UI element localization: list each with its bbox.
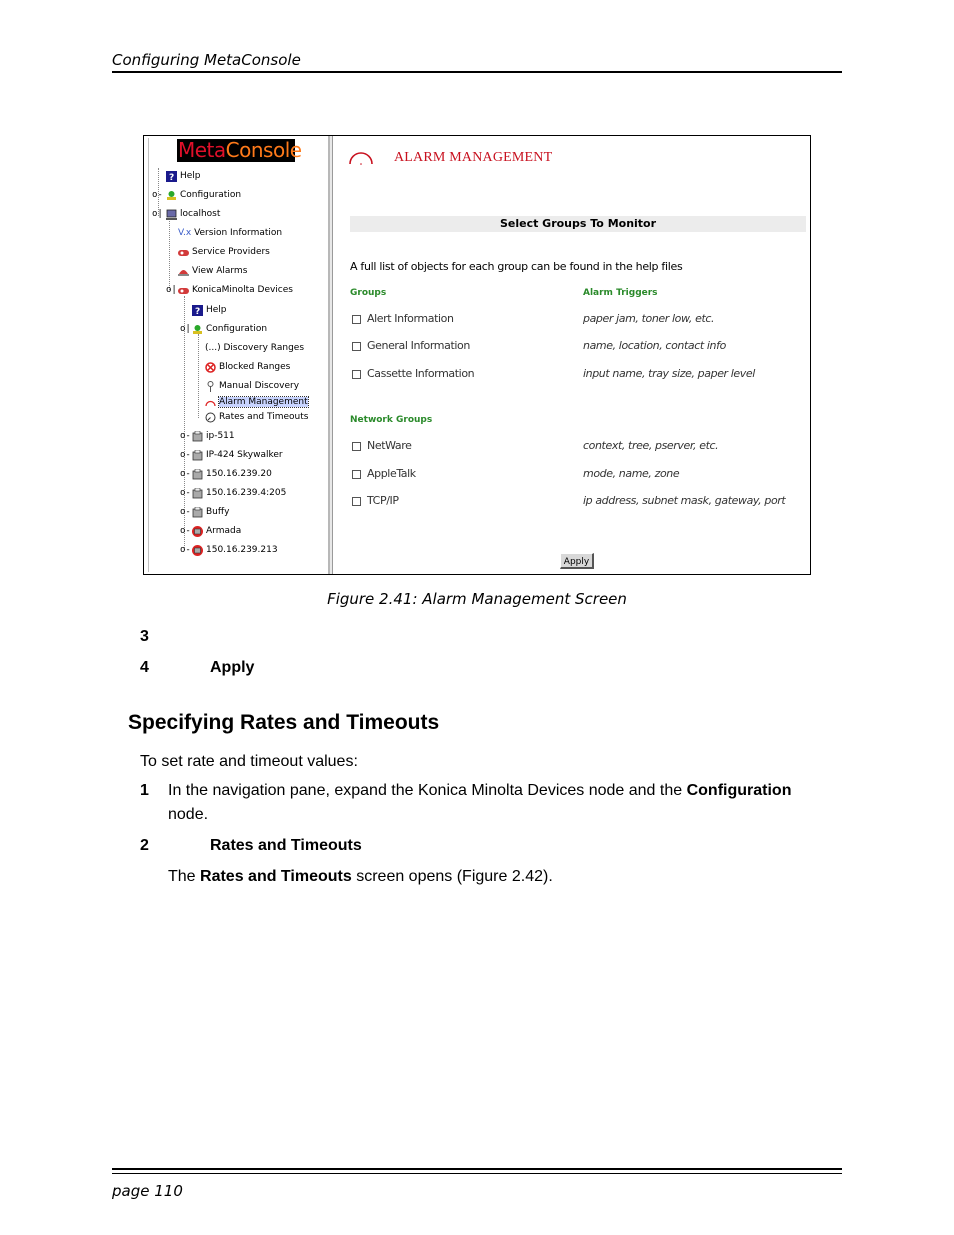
step-number: 2 [140,837,149,854]
trigger-text: name, location, contact info [583,339,726,352]
nav-item-rates-and-timeouts[interactable]: Rates and Timeouts [205,411,308,424]
step-1-text: In the navigation pane, expand the Konica Minolta Devices node and the Configuration node. [168,782,792,823]
nav-item-armada[interactable]: Armada [192,525,241,538]
nav-item-buffy[interactable]: Buffy [192,506,229,519]
page-number: page 110 [112,1182,183,1200]
alarm-icon [178,266,189,277]
alarm-management-title-icon [348,150,374,166]
select-groups-bar: Select Groups To Monitor [350,216,806,232]
group-checkbox-netware[interactable]: NetWare [352,439,411,452]
nav-item-service-providers[interactable]: Service Providers [178,246,270,259]
footer-rule [112,1168,842,1170]
result-text: The Rates and Timeouts screen opens (Figure 2.42). [168,868,553,885]
nav-item-ip-511[interactable]: ip-511 [192,430,235,443]
header-rule [112,71,842,73]
range-icon: (...) [205,343,221,353]
expander-icon[interactable]: o- [152,190,163,200]
nav-item-devices-help[interactable]: ? Help [192,304,227,317]
nav-item-version-information[interactable]: V.x Version Information [178,228,283,238]
nav-item-localhost[interactable]: localhost [166,208,220,221]
group-checkbox-appletalk[interactable]: AppleTalk [352,467,416,480]
footer-rule [112,1173,842,1174]
blocked-icon [205,362,216,373]
printer-alert-icon [192,526,203,537]
logo-part-console: Console [225,138,302,162]
tree-line [169,218,170,290]
service-icon [178,247,189,258]
configuration-icon [192,324,203,335]
expander-icon[interactable]: o- [180,526,191,536]
nav-item-150-16-239-20[interactable]: 150.16.239.20 [192,468,272,481]
help-icon [192,305,203,316]
group-checkbox-cassette-information[interactable]: Cassette Information [352,367,474,380]
alarm-management-screenshot [143,135,811,575]
trigger-text: paper jam, toner low, etc. [583,312,715,325]
expander-icon[interactable]: o- [180,545,191,555]
groups-header: Groups [350,288,387,298]
navigation-pane [144,136,330,574]
group-checkbox-tcpip[interactable]: TCP/IP [352,494,399,507]
version-icon: V.x [178,228,192,238]
expander-icon[interactable]: o- [180,507,191,517]
group-checkbox-general-information[interactable]: General Information [352,339,470,352]
network-groups-header: Network Groups [350,415,433,425]
checkbox-icon[interactable] [352,497,361,506]
running-header: Configuring MetaConsole [112,51,301,69]
printer-icon [192,469,203,480]
checkbox-icon[interactable] [352,342,361,351]
intro-text: To set rate and timeout values: [140,753,358,770]
group-checkbox-alert-information[interactable]: Alert Information [352,312,454,325]
printer-icon [192,431,203,442]
step-bold-rates: Rates and Timeouts [210,837,362,854]
checkbox-icon[interactable] [352,470,361,479]
nav-item-view-alarms[interactable]: View Alarms [178,265,247,278]
computer-icon [166,209,177,220]
pane-splitter[interactable] [330,136,333,574]
step-bold-apply: Apply [210,659,255,676]
trigger-text: ip address, subnet mask, gateway, port [583,494,786,507]
devices-icon [178,285,189,296]
nav-item-konicaminolta-devices[interactable]: KonicaMinolta Devices [178,284,293,297]
nav-item-help[interactable]: ? Help [166,170,201,183]
alarm-management-panel [334,136,810,574]
printer-alert-icon [192,545,203,556]
nav-item-alarm-management[interactable]: Alarm Management [205,396,308,409]
nav-item-ip-424-skywalker[interactable]: IP-424 Skywalker [192,449,283,462]
expander-icon[interactable]: o- [180,488,191,498]
trigger-text: mode, name, zone [583,467,680,480]
checkbox-icon[interactable] [352,315,361,324]
logo-part-meta: Meta [178,138,226,162]
figure-caption: Figure 2.41: Alarm Management Screen [327,590,627,608]
help-note: A full list of objects for each group can be found in the help files [350,260,683,273]
step-number: 4 [140,659,149,676]
nav-item-discovery-ranges[interactable]: (...) Discovery Ranges [205,343,305,353]
clock-icon [205,412,216,423]
step-number: 3 [140,628,149,645]
section-heading: Specifying Rates and Timeouts [128,711,440,734]
checkbox-icon[interactable] [352,442,361,451]
step-number: 1 [140,782,149,799]
printer-icon [192,488,203,499]
trigger-text: context, tree, pserver, etc. [583,439,719,452]
nav-item-configuration[interactable]: Configuration [166,189,241,202]
nav-item-150-16-239-4-205[interactable]: 150.16.239.4:205 [192,487,286,500]
nav-item-150-16-239-213[interactable]: 150.16.239.213 [192,544,278,557]
alarm-management-icon [205,397,216,408]
printer-icon [192,507,203,518]
configuration-icon [166,190,177,201]
expander-icon[interactable]: o- [180,431,191,441]
metaconsole-logo [177,138,302,162]
pin-icon [205,381,216,392]
expander-icon[interactable]: o- [180,469,191,479]
panel-title: ALARM MANAGEMENT [394,150,553,165]
nav-item-manual-discovery[interactable]: Manual Discovery [205,380,299,393]
printer-icon [192,450,203,461]
svg-text:?: ? [195,306,201,316]
expander-icon[interactable]: o| [152,209,163,219]
nav-border [148,138,149,572]
nav-item-blocked-ranges[interactable]: Blocked Ranges [205,361,290,374]
tree-line [198,334,199,418]
expander-icon[interactable]: o| [166,285,177,295]
alarm-triggers-header: Alarm Triggers [583,288,658,298]
expander-icon[interactable]: o- [180,450,191,460]
nav-item-devices-configuration[interactable]: Configuration [192,323,267,336]
expander-icon[interactable]: o| [180,324,191,334]
apply-button[interactable]: Apply [560,553,594,569]
checkbox-icon[interactable] [352,370,361,379]
help-icon [166,171,177,182]
trigger-text: input name, tray size, paper level [583,367,755,380]
svg-text:?: ? [169,172,175,182]
